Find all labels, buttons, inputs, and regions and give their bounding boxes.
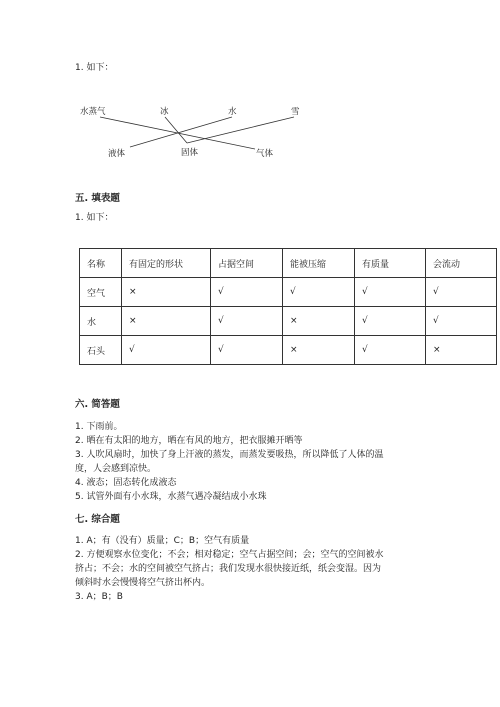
table-row [80,336,497,365]
table-header-cell: 能被压缩 [283,249,355,278]
section-seven-answers [75,534,383,604]
table-header-row [80,249,497,278]
answer-line: 3. 人吹风扇时，加快了身上汗液的蒸发，而蒸发要吸热，所以降低了人体的温 [75,450,384,460]
properties-table [79,248,497,365]
table-header-cell: 占据空间 [211,249,283,278]
section-seven-title: 七. 综合题 [75,514,120,525]
section-six-answers [75,420,383,504]
section-six-title: 六. 简答题 [75,399,120,410]
table-cell: √ [283,278,355,307]
answer-line: 2. 方便观察水位变化；不会；相对稳定；空气占据空间；会；空气的空间被水 [75,550,384,560]
table-header-cell: 会流动 [426,249,497,278]
answer-line: 倾斜时水会慢慢将空气挤出杯内。 [75,578,211,588]
table-cell: × [283,307,355,336]
table-header-cell: 有质量 [355,249,426,278]
bottom-label-solid: 固体 [181,148,199,158]
top-label-water-vapor: 水蒸气 [80,107,106,117]
table-header-cell: 名称 [80,249,122,278]
table-cell: √ [122,336,211,365]
top-label-snow: 雪 [291,107,300,117]
bottom-label-liquid: 液体 [108,149,126,159]
table-cell: × [283,336,355,365]
answer-line: 2. 晒在有太阳的地方，晒在有风的地方，把衣服摊开晒等 [75,436,303,446]
table-cell: 水 [80,307,122,336]
table-cell: √ [211,336,283,365]
section-five-title: 五. 填表题 [75,193,120,204]
table-question-number: 1. 如下： [75,213,114,223]
table-row [80,307,497,336]
table-cell: × [426,336,497,365]
table-cell: √ [426,307,497,336]
match-line-ice-solid [165,117,187,143]
table-header-cell: 有固定的形状 [122,249,211,278]
table-cell: × [122,307,211,336]
table-cell: √ [211,278,283,307]
answer-line: 3. A；B；B [75,592,123,602]
table-cell: √ [355,307,426,336]
answer-line: 4. 液态；固态转化成液态 [75,478,177,488]
top-label-water: 水 [228,107,237,117]
answer-line: 1. 下雨前。 [75,422,123,432]
bottom-label-gas: 气体 [256,149,274,159]
table-cell: √ [355,278,426,307]
table-cell: 空气 [80,278,122,307]
table-cell: √ [355,336,426,365]
table-cell: √ [211,307,283,336]
table-row [80,278,497,307]
answer-line: 1. A；有（没有）质量；C；B；空气有质量 [75,536,250,546]
table-cell: √ [426,278,497,307]
answer-line: 5. 试管外面有小水珠，水蒸气遇冷凝结成小水珠 [75,492,267,502]
table-cell: × [122,278,211,307]
table-cell: 石头 [80,336,122,365]
answer-line: 度，人会感到凉快。 [75,464,157,474]
match-line-water-liquid [130,117,232,147]
matching-lines [0,0,500,170]
answer-line: 挤占；不会；水的空间被空气挤占；我们发现水很快接近纸，纸会变湿。因为 [75,564,382,574]
top-label-ice: 冰 [160,107,169,117]
match-line-snow-solid [187,117,294,143]
matching-question-number: 1. 如下： [75,63,114,73]
